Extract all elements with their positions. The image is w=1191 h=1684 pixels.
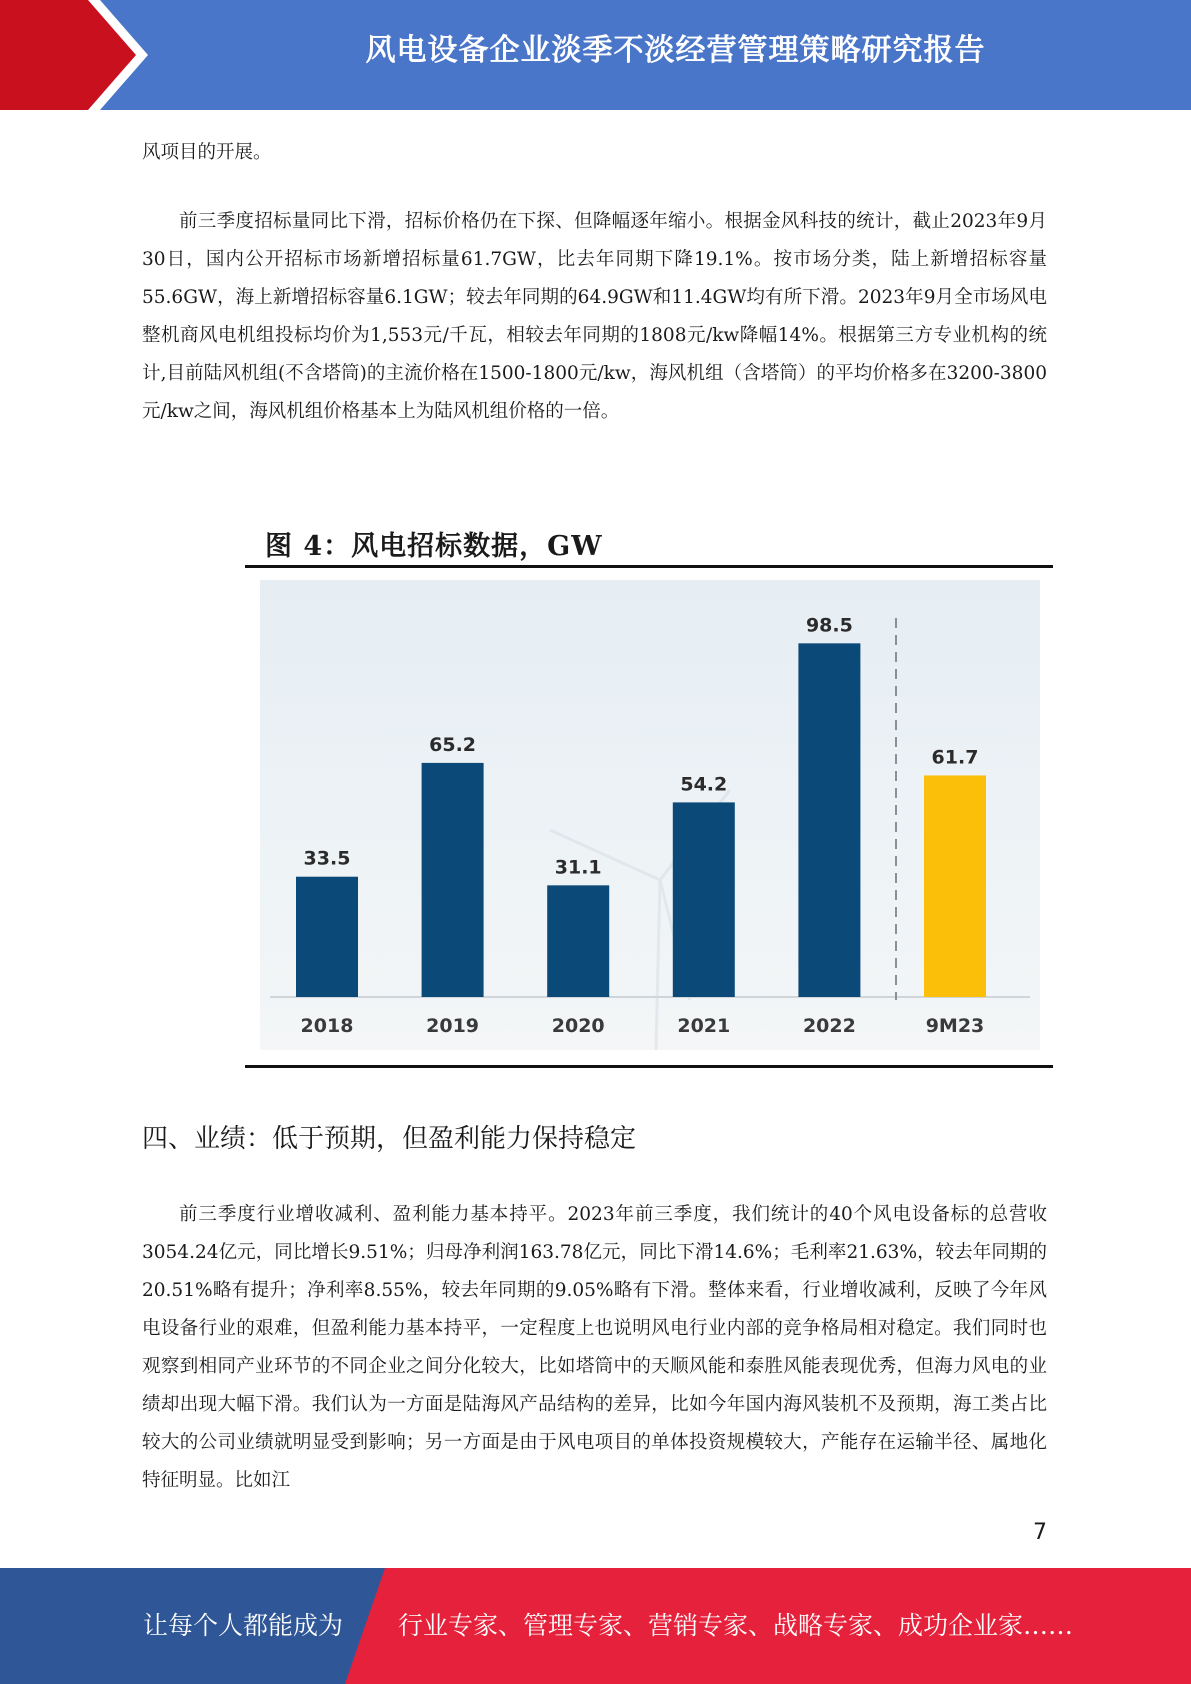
data-label-2018: 33.5	[303, 847, 351, 870]
bar-2021	[673, 802, 735, 997]
bar-2019	[422, 763, 484, 997]
figure-top-rule	[245, 565, 1053, 568]
footer-slogan-left: 让每个人都能成为	[143, 1611, 344, 1640]
section-heading: 四、业绩：低于预期，但盈利能力保持稳定	[142, 1124, 637, 1154]
paragraph-performance: 前三季度行业增收减利、盈利能力基本持平。2023年前三季度，我们统计的40个风电设备标的总营收3054.24亿元，同比增长9.51%；归母净利润163.78亿元，同比下滑14.6%；毛利率21.63%，较去年同期的20.51%略有提升；净利率8.55%，较去年同期的9.05%略有下滑。整体来看，行业增收减利，反映了今年风电设备行业的艰难，但盈利能力基本持平，一定程度上也说明风电行业内部的竞争格局相对稳定。我们同时也观察到相同产业环节的不同企业之间分化较大，比如塔筒中的天顺风能和泰胜风能表现优秀，但海力风电的业绩却出现大幅下滑。我们认为一方面是陆海风产品结构的差异，比如今年国内海风装机不及预期，海工类占比较大的公司业绩就明显受到影响；另一方面是由于风电项目的单体投资规模较大，产能存在运输半径、属地化特征明显。比如江	[142, 1204, 1047, 1491]
text-block-top	[142, 134, 1047, 172]
figure-title: 图 4：风电招标数据，GW	[265, 531, 603, 562]
header-title: 风电设备企业淡季不淡经营管理策略研究报告	[365, 33, 986, 68]
paragraph-continuation: 风项目的开展。	[142, 142, 272, 163]
x-tick-2019: 2019	[426, 1015, 480, 1037]
footer-slogan-right: 行业专家、管理专家、营销专家、战略专家、成功企业家……	[398, 1611, 1074, 1640]
text-block-performance	[142, 1196, 1047, 1500]
bar-2020	[547, 885, 609, 997]
x-tick-2022: 2022	[802, 1015, 856, 1037]
data-label-2019: 65.2	[429, 733, 477, 756]
figure-4	[245, 520, 1053, 1072]
bar-chart	[260, 580, 1040, 1050]
bar-2018	[296, 877, 358, 997]
page-footer	[0, 1568, 1191, 1684]
data-label-2021: 54.2	[680, 773, 728, 796]
data-label-2020: 31.1	[554, 856, 602, 879]
figure-bottom-rule	[245, 1065, 1053, 1068]
paragraph-tender: 前三季度招标量同比下滑，招标价格仍在下探、但降幅逐年缩小。根据金风科技的统计，截止2023年9月30日，国内公开招标市场新增招标量61.7GW，比去年同期下降19.1%。按市场分类，陆上新增招标容量55.6GW，海上新增招标容量6.1GW；较去年同期的64.9GW和11.4GW均有所下滑。2023年9月全市场风电整机商风电机组投标均价为1,553元/千瓦，相较去年同期的1808元/kw降幅14%。根据第三方专业机构的统计,目前陆风机组(不含塔筒)的主流价格在1500-1800元/kw，海风机组（含塔筒）的平均价格多在3200-3800元/kw之间，海风机组价格基本上为陆风机组价格的一倍。	[142, 211, 1047, 422]
bar-9m23	[924, 775, 986, 997]
header-arrow-decoration	[0, 0, 160, 110]
x-tick-2020: 2020	[551, 1015, 605, 1037]
bar-2022	[798, 643, 860, 997]
chart-background	[260, 580, 1040, 1050]
page-number: 7	[1033, 1520, 1047, 1545]
x-tick-2018: 2018	[300, 1015, 354, 1037]
data-label-9m23: 61.7	[931, 746, 979, 769]
data-label-2022: 98.5	[805, 614, 853, 637]
x-tick-2021: 2021	[677, 1015, 731, 1037]
x-tick-9m23: 9M23	[925, 1015, 985, 1037]
text-block-tender	[142, 203, 1047, 431]
page-header	[0, 0, 1191, 110]
